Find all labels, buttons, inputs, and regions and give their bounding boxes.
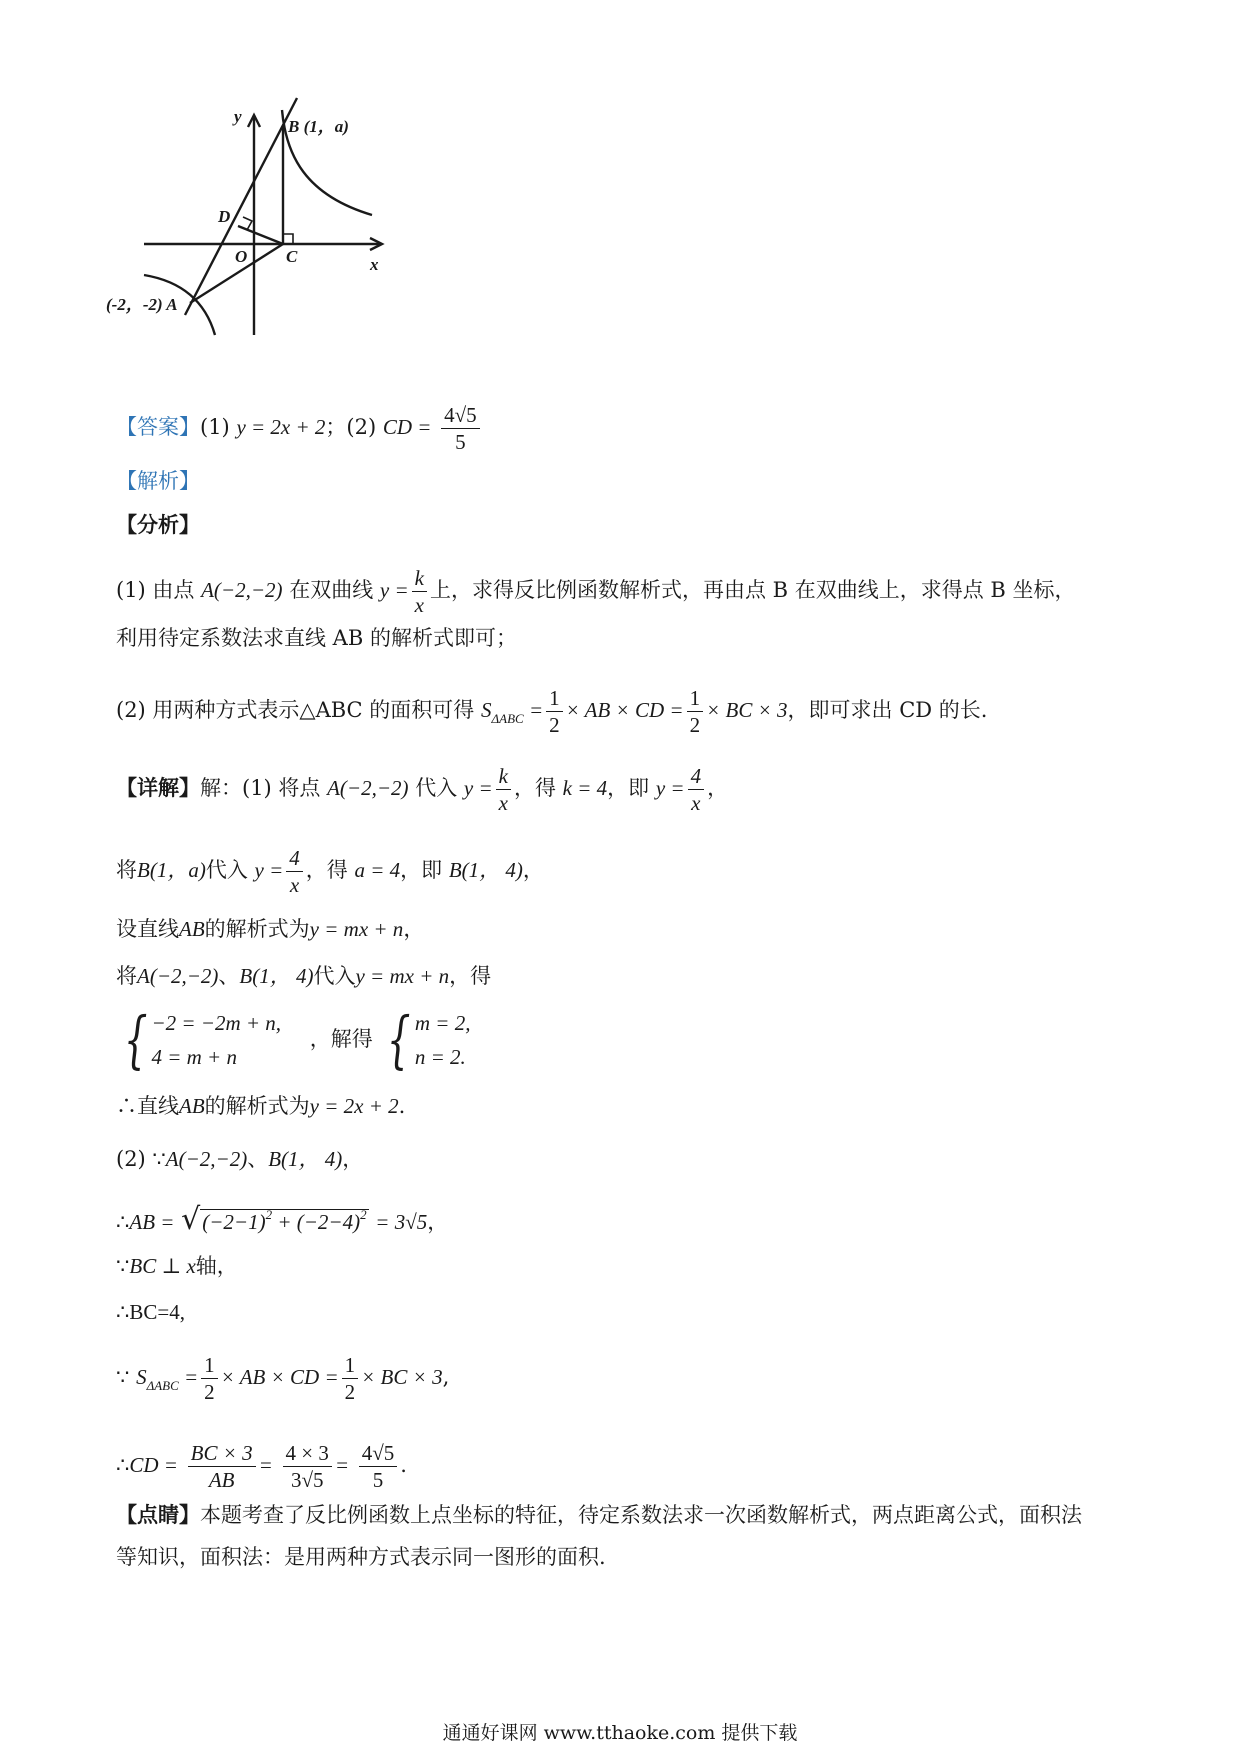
detail-line1: 【详解】解：(1) 将点 A(−2,−2) 代入 y = $\frac{k}{x}$ ，得 k = 4，即 y = $\frac{4}{x}$ ， — [116, 764, 729, 815]
label-d: D — [218, 207, 231, 226]
label-c: C — [286, 247, 298, 266]
detail-line11: ∴CD = $\frac{BC \times 3}{AB}$ = $\frac{4 \times 3}{3√5}$ = $\frac{4√5}{5}$ . — [116, 1441, 407, 1492]
analysis-line3: (2) 用两种方式表示△ABC 的面积可得 $S_{\Delta ABC}$ = $\frac{1}{2}$ × AB × CD = $\frac{1}{2}$ × BC × 3，即可求出 CD 的长. — [116, 686, 988, 737]
coordinate-figure — [100, 95, 430, 345]
jiexi-tag: 【解析】 — [116, 469, 200, 493]
label-b: B (1，a) — [288, 117, 349, 136]
detail-line7: ∴AB = $√(-2-1)^2 + (-2-4)^2 = 3√5$， — [116, 1202, 449, 1237]
right-angle-c — [283, 234, 293, 244]
analysis-line1: (1) 由点 A(−2,−2) 在双曲线 y = $\frac{k}{x}$ 上，求得反比例函数解析式，再由点 B 在双曲线上，求得点 B 坐标， — [116, 566, 1076, 617]
answer-line — [116, 402, 483, 455]
detail-line6: (2) ∵A(−2,−2)、B(1， 4)， — [116, 1147, 364, 1171]
label-o: O — [235, 247, 248, 266]
label-y: y — [234, 107, 242, 126]
answer-cd: CD = — [382, 415, 432, 439]
answer-eq1: y = 2x + 2 — [236, 415, 326, 439]
detail-line9: ∴BC=4, — [116, 1300, 185, 1324]
comment-line2: 等知识，面积法：是用两种方式表示同一图形的面积. — [116, 1545, 606, 1569]
fenxi-tag: 【分析】 — [116, 512, 200, 537]
line-ab — [185, 98, 297, 315]
page-footer: 通通好课网 www.tthaoke.com 提供下载 — [442, 1722, 798, 1744]
detail-line8: ∵BC ⊥ x轴， — [116, 1254, 238, 1278]
answer-fraction: $\frac{4√5}{5}$ — [441, 402, 480, 455]
label-x: x — [370, 255, 379, 274]
detail-system: { −2 = −2m + n, 4 = m + n ，解得 { m = 2, n = 2. — [123, 1003, 471, 1076]
detail-line3: 设直线AB的解析式为y = mx + n， — [116, 917, 425, 941]
detail-line5: ∴直线AB的解析式为y = 2x + 2. — [116, 1094, 406, 1118]
detail-line10: ∵ $S_{\Delta ABC}$ = $\frac{1}{2}$ × AB × CD = $\frac{1}{2}$ × BC × 3, — [116, 1353, 450, 1404]
detail-line2: 将B(1，a)代入 y = $\frac{4}{x}$ ，得 a = 4，即 B(1， 4)， — [116, 846, 544, 897]
answer-p1: (1) — [200, 415, 230, 439]
analysis-line2: 利用待定系数法求直线 AB 的解析式即可； — [116, 626, 517, 650]
label-a: (-2，-2) A — [106, 295, 178, 314]
answer-sep: ；(2) — [325, 415, 377, 439]
answer-tag: 【答案】 — [116, 415, 200, 439]
segment-cd — [238, 226, 283, 244]
comment-line1: 【点睛】本题考查了反比例函数上点坐标的特征，待定系数法求一次函数解析式，两点距离公式，面积法 — [116, 1502, 1082, 1527]
detail-line4: 将A(−2,−2)、B(1， 4)代入y = mx + n，得 — [116, 964, 492, 988]
